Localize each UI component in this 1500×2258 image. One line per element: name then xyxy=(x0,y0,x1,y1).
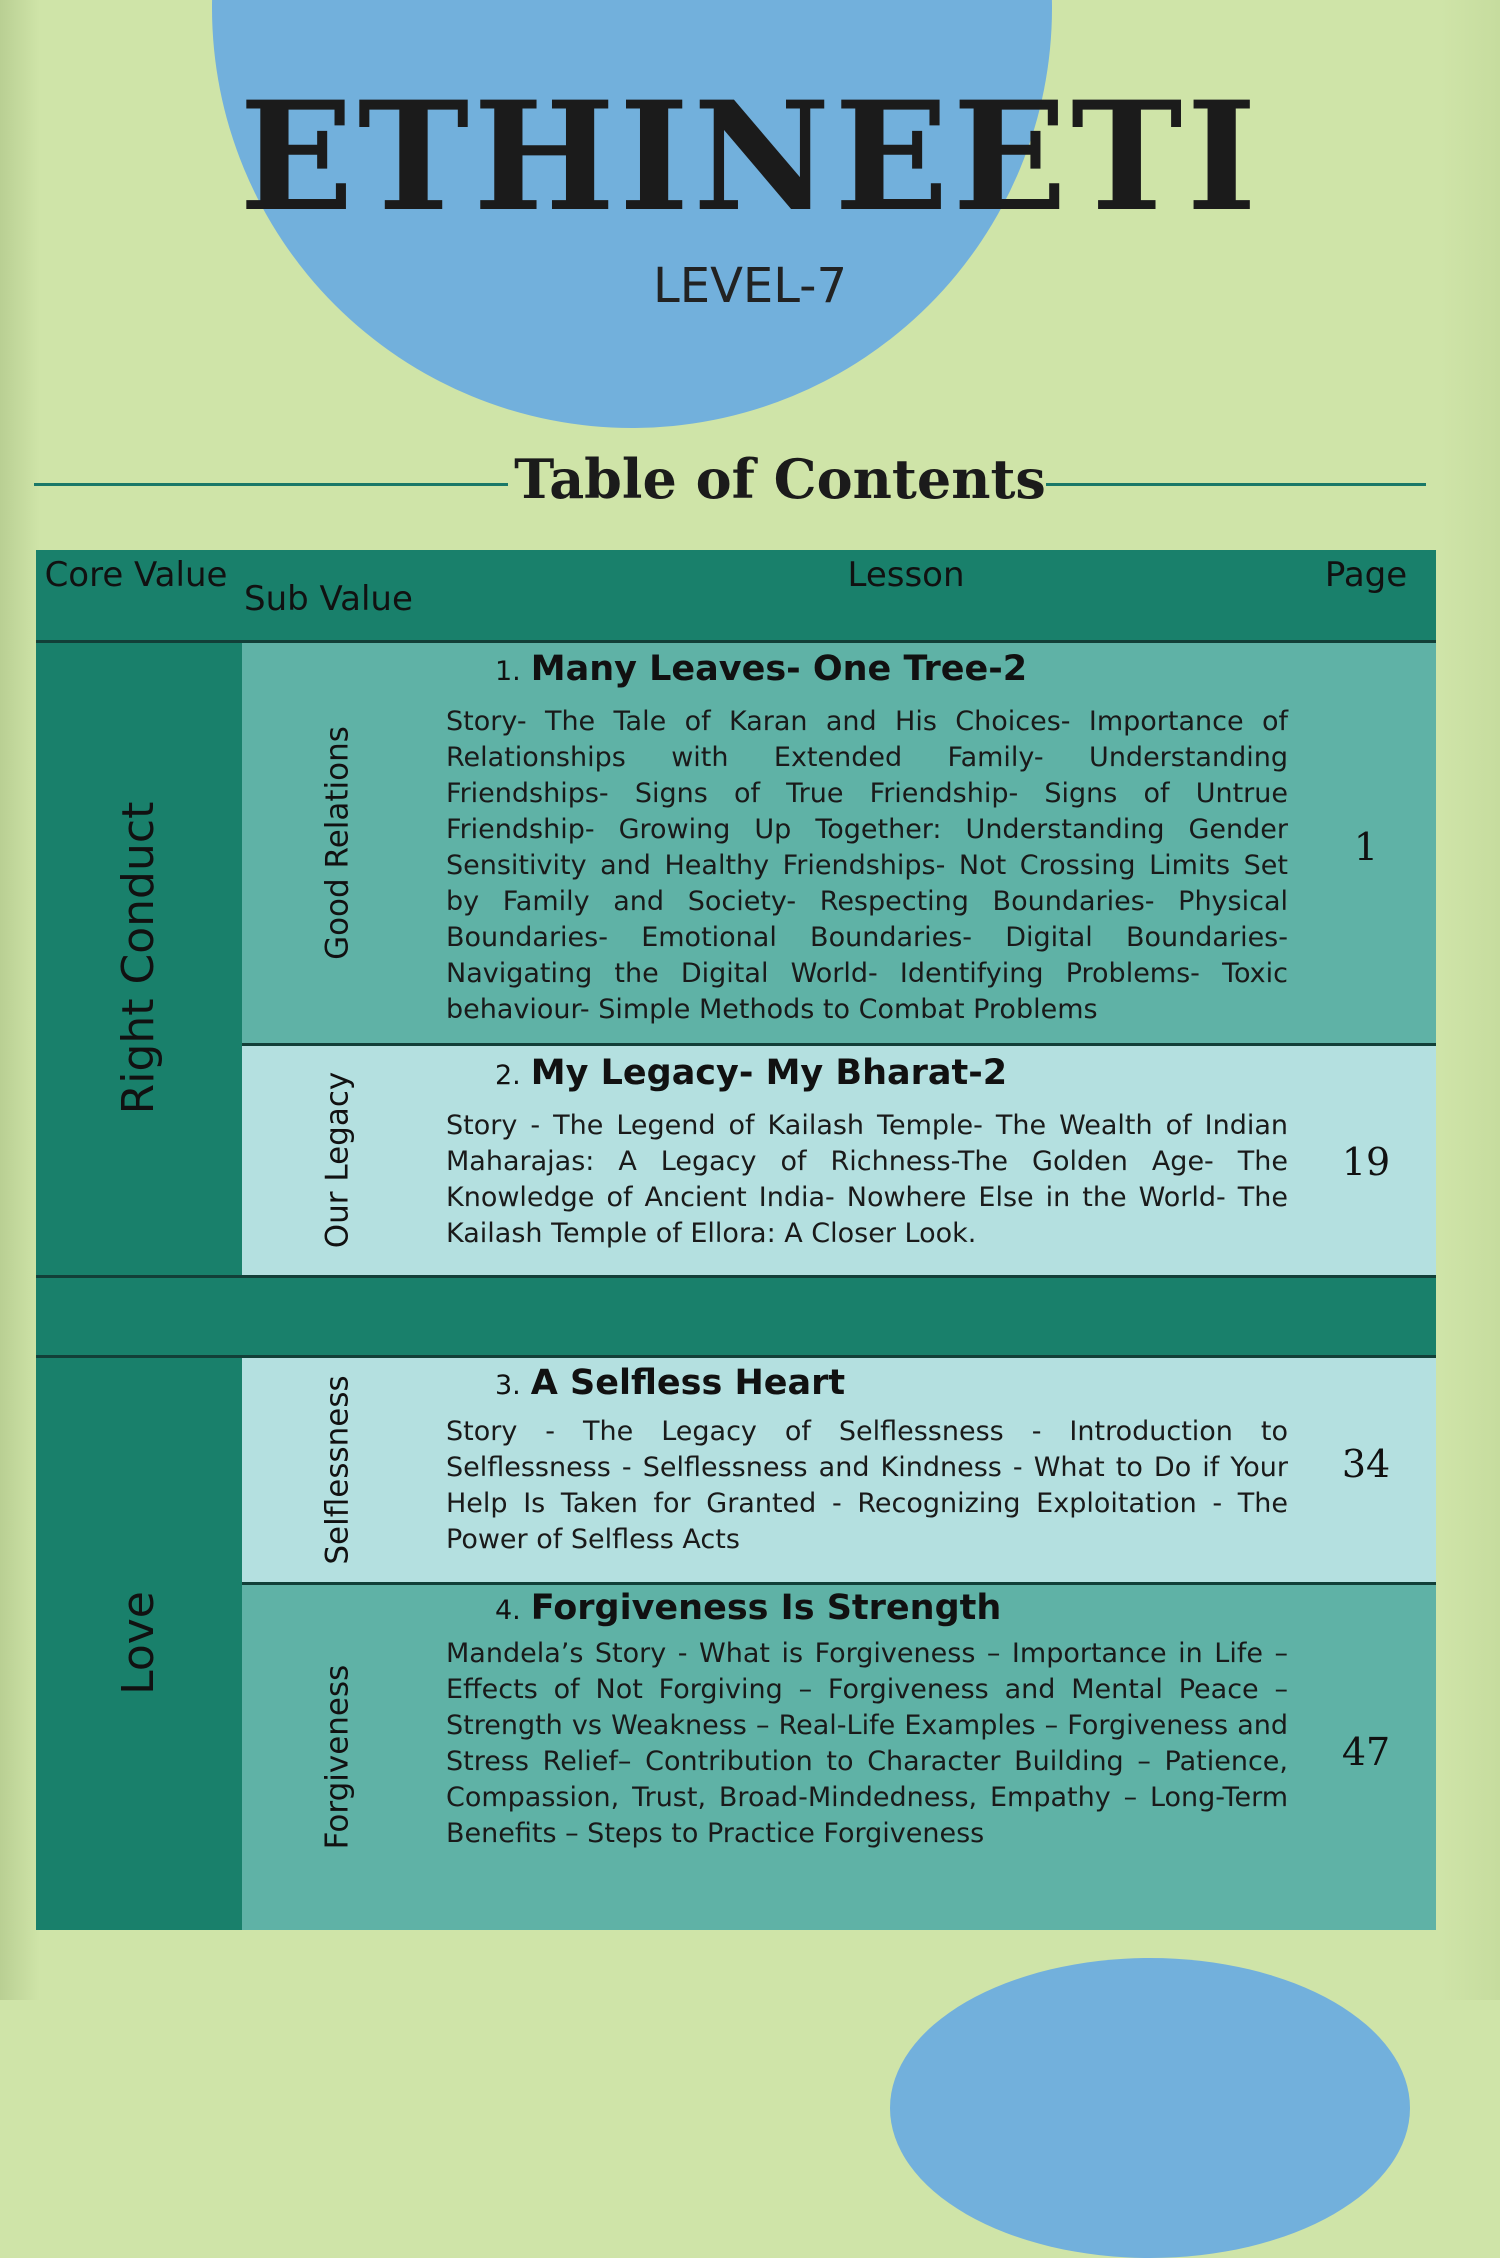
toc-heading: Table of Contents xyxy=(514,447,1046,511)
section-spacer-band xyxy=(36,1278,1436,1355)
lesson-page-number: 47 xyxy=(1341,1730,1391,1774)
lesson-description: Story - The Legend of Kailash Temple- The Wealth of Indian Maharajas: A Legacy of Richness-The Golden Age- The Knowledge of Ancient India- Nowhere Else in the World- The Kailash Temple of Ellora: A Closer Look. xyxy=(446,1110,1288,1249)
lesson-description: Mandela’s Story - What is Forgiveness – Importance in Life – Effects of Not Forgiving – Forgiveness and Mental Peace – Strength vs Weakness – Real-Life Examples – Forgiveness and Stress Relief– Contribution to Character Building – Patience, Compassion, Trust, Broad-Mindedness, Empathy – Long-Term Benefits – Steps to Practice Forgiveness xyxy=(446,1638,1288,1849)
lesson-page-number: 34 xyxy=(1341,1442,1391,1486)
lesson-title xyxy=(495,1053,1008,1093)
core-value-label: Right Conduct xyxy=(113,801,164,1115)
footer-circle-decoration xyxy=(890,1958,1410,2258)
contents-table xyxy=(36,550,1436,1930)
sub-value-label: Selflessness xyxy=(319,1375,356,1565)
lesson-name: Forgiveness Is Strength xyxy=(530,1588,1002,1628)
lesson-description: Story - The Legacy of Selflessness - Introduction to Selflessness - Selflessness and Kindness - What to Do if Your Help Is Taken for Granted - Recognizing Exploitation - The Power of Selfless Acts xyxy=(446,1416,1288,1555)
lesson-title xyxy=(495,1363,846,1403)
lesson-title xyxy=(495,1588,1002,1628)
heading-rule-right xyxy=(1046,483,1426,486)
lesson-name: Many Leaves- One Tree-2 xyxy=(530,649,1028,689)
sub-value-label: Our Legacy xyxy=(319,1071,356,1249)
header-sub-value: Sub Value xyxy=(244,579,413,619)
lesson-title xyxy=(495,649,1028,689)
sub-value-label: Good Relations xyxy=(319,726,356,960)
lesson-number: 2. xyxy=(495,1060,521,1091)
heading-rule-left xyxy=(34,483,508,486)
lesson-name: A Selfless Heart xyxy=(530,1363,846,1403)
header-core-value: Core Value xyxy=(44,555,228,595)
lesson-number: 3. xyxy=(495,1370,521,1401)
sub-value-label: Forgiveness xyxy=(319,1664,356,1850)
lesson-page-number: 19 xyxy=(1341,1140,1391,1184)
header-lesson: Lesson xyxy=(847,555,965,595)
lesson-page-number: 1 xyxy=(1353,825,1379,869)
lesson-number: 4. xyxy=(495,1595,521,1626)
book-level: LEVEL-7 xyxy=(653,258,847,314)
lesson-number: 1. xyxy=(495,656,521,687)
lesson-name: My Legacy- My Bharat-2 xyxy=(530,1053,1008,1093)
header-page: Page xyxy=(1324,555,1408,595)
lesson-description: Story- The Tale of Karan and His Choices- Importance of Relationships with Extended Family- Understanding Friendships- Signs of True Friendship- Signs of Untrue Friendship- Growing Up Together: Understanding Gender Sensitivity and Healthy Friendships- Not Crossing Limits Set by Family and Society- Respecting Boundaries- Physical Boundaries- Emotional Boundaries- Digital Boundaries- Navigating the Digital World- Identifying Problems- Toxic behaviour- Simple Methods to Combat Problems xyxy=(446,706,1288,1025)
book-title: ETHINEETI xyxy=(239,69,1261,245)
core-value-label: Love xyxy=(113,1591,164,1695)
